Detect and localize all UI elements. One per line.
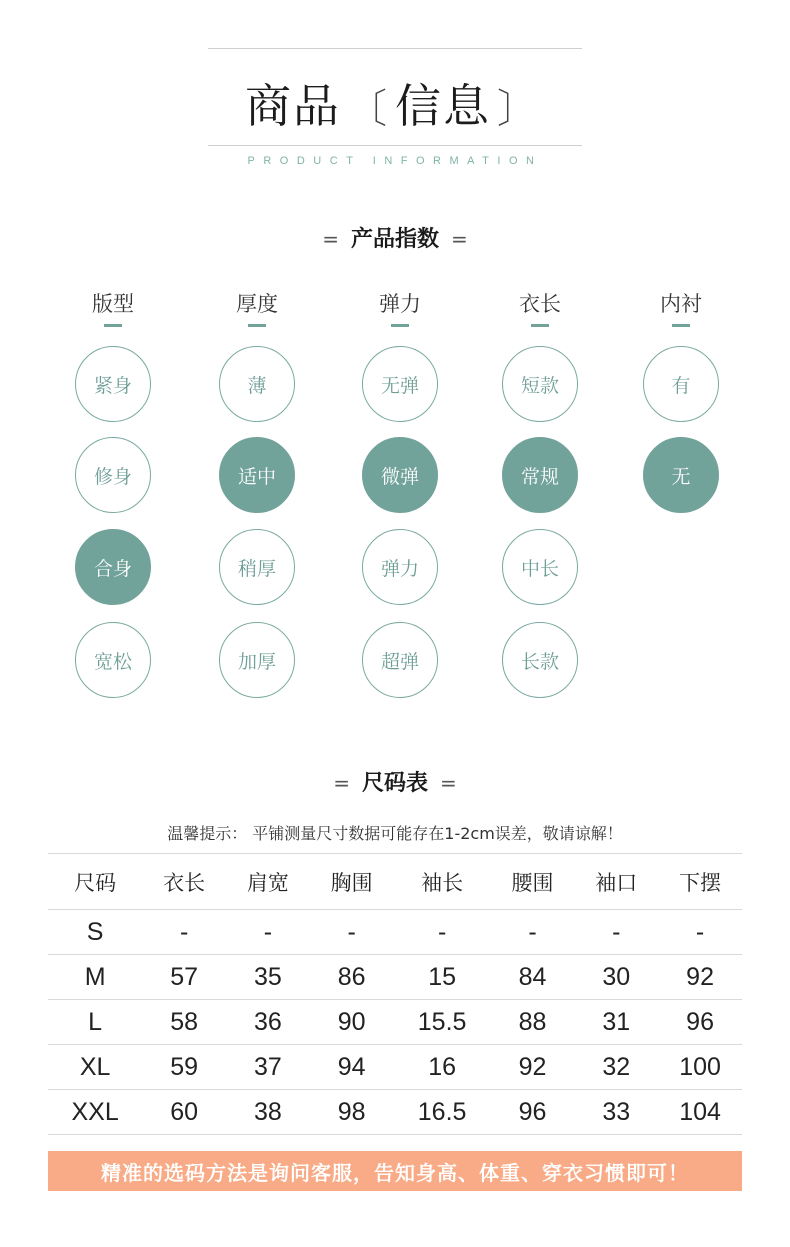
- option-circle-selected: 合身: [75, 529, 151, 605]
- table-header-cell: 尺码: [48, 854, 142, 910]
- header-top-divider: [208, 48, 582, 49]
- table-cell: 16.5: [394, 1090, 491, 1135]
- option-circle: 有: [643, 346, 719, 422]
- table-cell: 15.5: [394, 1000, 491, 1045]
- option-circle-selected: 适中: [219, 437, 295, 513]
- eq-left-icon: =: [322, 227, 339, 251]
- option-circle: 弹力: [362, 529, 438, 605]
- option-circle-selected: 无: [643, 437, 719, 513]
- table-cell: 32: [574, 1045, 658, 1090]
- table-cell: 100: [658, 1045, 742, 1090]
- column-heading-underline: [531, 324, 549, 327]
- table-cell: S: [48, 910, 142, 955]
- product-index-label: 产品指数: [350, 227, 439, 252]
- table-cell: -: [574, 910, 658, 955]
- size-chart-title: [0, 766, 790, 797]
- table-row: [48, 910, 742, 955]
- table-cell: L: [48, 1000, 142, 1045]
- table-header-cell: 袖长: [394, 854, 491, 910]
- option-circle-selected: 常规: [502, 437, 578, 513]
- table-header-cell: 胸围: [310, 854, 394, 910]
- size-table: [48, 853, 742, 1135]
- size-advice-banner: 精准的选码方法是询问客服，告知身高、体重、穿衣习惯即可！: [48, 1151, 742, 1191]
- option-circle: 短款: [502, 346, 578, 422]
- table-cell: 31: [574, 1000, 658, 1045]
- column-heading-underline: [104, 324, 122, 327]
- option-circle: 加厚: [219, 622, 295, 698]
- option-circle: 超弹: [362, 622, 438, 698]
- header-bottom-divider: [208, 145, 582, 146]
- option-circle: 紧身: [75, 346, 151, 422]
- table-cell: -: [142, 910, 226, 955]
- table-header-cell: 下摆: [658, 854, 742, 910]
- table-cell: 98: [310, 1090, 394, 1135]
- title-left: 商品: [245, 79, 341, 133]
- option-circle: 稍厚: [219, 529, 295, 605]
- table-cell: -: [394, 910, 491, 955]
- product-index-title: [0, 222, 790, 253]
- table-cell: -: [226, 910, 310, 955]
- table-body: [48, 910, 742, 1135]
- eq-right-icon: =: [451, 227, 468, 251]
- eq-left-icon: =: [333, 771, 350, 795]
- page-title: [0, 70, 790, 136]
- option-circle: 宽松: [75, 622, 151, 698]
- option-circle-selected: 微弹: [362, 437, 438, 513]
- table-cell: 35: [226, 955, 310, 1000]
- table-cell: 92: [491, 1045, 575, 1090]
- title-right: 信息: [395, 79, 491, 133]
- table-cell: 86: [310, 955, 394, 1000]
- table-cell: 33: [574, 1090, 658, 1135]
- column-heading-underline: [672, 324, 690, 327]
- table-header-cell: 袖口: [574, 854, 658, 910]
- option-circle: 薄: [219, 346, 295, 422]
- table-cell: 59: [142, 1045, 226, 1090]
- table-header-cell: 衣长: [142, 854, 226, 910]
- table-header-cell: 肩宽: [226, 854, 310, 910]
- option-circle: 修身: [75, 437, 151, 513]
- table-cell: 58: [142, 1000, 226, 1045]
- column-heading: 衣长: [519, 292, 561, 316]
- bracket-close: 〕: [497, 86, 539, 132]
- column-heading: 厚度: [236, 292, 278, 316]
- table-cell: 30: [574, 955, 658, 1000]
- column-heading-underline: [391, 324, 409, 327]
- column-heading-underline: [248, 324, 266, 327]
- table-cell: 104: [658, 1090, 742, 1135]
- option-circle: 无弹: [362, 346, 438, 422]
- table-cell: 96: [658, 1000, 742, 1045]
- measurement-tip: 温馨提示： 平铺测量尺寸数据可能存在1-2cm误差，敬请谅解！: [167, 824, 623, 843]
- table-cell: -: [310, 910, 394, 955]
- table-cell: 84: [491, 955, 575, 1000]
- bracket-open: 〔: [347, 86, 389, 132]
- table-cell: 60: [142, 1090, 226, 1135]
- table-cell: M: [48, 955, 142, 1000]
- table-cell: 57: [142, 955, 226, 1000]
- table-cell: 90: [310, 1000, 394, 1045]
- column-heading: 版型: [92, 292, 134, 316]
- table-cell: XXL: [48, 1090, 142, 1135]
- table-row: [48, 955, 742, 1000]
- table-cell: 94: [310, 1045, 394, 1090]
- option-circle: 中长: [502, 529, 578, 605]
- table-cell: -: [658, 910, 742, 955]
- table-cell: 36: [226, 1000, 310, 1045]
- table-row: [48, 1000, 742, 1045]
- eq-right-icon: =: [440, 771, 457, 795]
- column-heading: 弹力: [379, 292, 421, 316]
- table-cell: 38: [226, 1090, 310, 1135]
- table-cell: 92: [658, 955, 742, 1000]
- table-row: [48, 1045, 742, 1090]
- table-header-row: [48, 854, 742, 910]
- table-cell: 37: [226, 1045, 310, 1090]
- column-heading: 内衬: [660, 292, 702, 316]
- table-cell: XL: [48, 1045, 142, 1090]
- size-chart-label: 尺码表: [361, 771, 428, 796]
- table-cell: 88: [491, 1000, 575, 1045]
- table-cell: 15: [394, 955, 491, 1000]
- option-circle: 长款: [502, 622, 578, 698]
- table-row: [48, 1090, 742, 1135]
- table-cell: 96: [491, 1090, 575, 1135]
- table-header-cell: 腰围: [491, 854, 575, 910]
- table-cell: -: [491, 910, 575, 955]
- page-subtitle: PRODUCT INFORMATION: [247, 155, 543, 167]
- table-cell: 16: [394, 1045, 491, 1090]
